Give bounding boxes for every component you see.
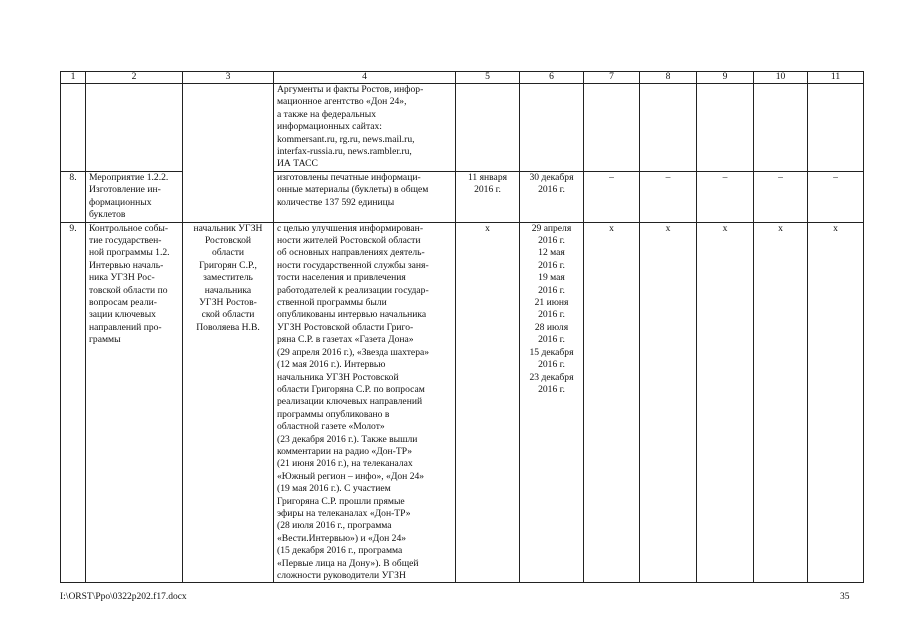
column-number: 2 — [86, 72, 183, 84]
cell-value: х — [754, 222, 808, 583]
column-number: 5 — [456, 72, 520, 84]
cell-value: – — [584, 172, 640, 223]
cell-value: х — [808, 222, 864, 583]
report-table — [60, 71, 864, 583]
cell-number: 9. — [61, 222, 86, 583]
cell-empty — [584, 84, 640, 172]
cell-result: Аргументы и факты Ростов, инфор- мационное агентство «Дон 24», а также на федеральных информационных сайтах: kommersant.ru, rg.ru, news.mail.ru, interfax-russia.ru, news.rambler.ru, ИА ТАСС — [274, 84, 456, 172]
column-number: 10 — [754, 72, 808, 84]
cell-event: Мероприятие 1.2.2. Изготовление ин- формационных буклетов — [86, 172, 183, 223]
cell-event: Контрольное собы- тие государствен- ной программы 1.2. Интервью началь- ника УГЗН Рос- товской области по вопросам реали- зации ключевых направлений про- граммы — [86, 222, 183, 583]
cell-empty — [640, 84, 697, 172]
cell-number: 8. — [61, 172, 86, 223]
cell-result: изготовлены печатные информаци- онные материалы (буклеты) в общем количестве 137 592 единицы — [274, 172, 456, 223]
cell-empty — [61, 84, 86, 172]
footer-page-number: 35 — [840, 592, 850, 602]
column-number: 9 — [697, 72, 754, 84]
table-row-continuation — [61, 84, 864, 172]
column-number: 11 — [808, 72, 864, 84]
cell-value: х — [640, 222, 697, 583]
cell-result: с целью улучшения информирован- ности жителей Ростовской области об основных направлениях деятель- ности государственной службы заня- тости населения и привлечения работодателей к реализации государ- ственной программы были опубликованы интервью начальника УГЗН Ростовской области Григо- ряна С.Р. в газетах «Газета Дона» (29 апреля 2016 г.), «Звезда шахтера» (12 мая 2016 г.). Интервью начальника УГЗН Ростовской области Григоряна С.Р. по вопросам реализации ключевых направлений программы опубликовано в областной газете «Молот» (23 декабря 2016 г.). Также вышли комментарии на радио «Дон-ТР» (21 июня 2016 г.), на телеканалах «Южный регион – инфо», «Дон 24» (19 мая 2016 г.). С участием Григоряна С.Р. прошли прямые эфиры на телеканалах «Дон-ТР» (28 июля 2016 г., программа «Вести.Интервью») и «Дон 24» (15 декабря 2016 г., программа «Первые лица на Дону»). В общей сложности руководители УГЗН — [274, 222, 456, 583]
cell-value: – — [640, 172, 697, 223]
cell-empty — [808, 84, 864, 172]
column-number: 6 — [520, 72, 584, 84]
table-row-9 — [61, 222, 864, 583]
column-number: 4 — [274, 72, 456, 84]
cell-plan-date: 11 января 2016 г. — [456, 172, 520, 223]
table-header-row — [61, 72, 864, 84]
cell-value: – — [754, 172, 808, 223]
cell-fact-date: 30 декабря 2016 г. — [520, 172, 584, 223]
column-number: 7 — [584, 72, 640, 84]
cell-plan-date: х — [456, 222, 520, 583]
cell-empty — [754, 84, 808, 172]
cell-value: х — [697, 222, 754, 583]
column-number: 3 — [183, 72, 274, 84]
cell-value: х — [584, 222, 640, 583]
cell-empty — [697, 84, 754, 172]
cell-value: – — [697, 172, 754, 223]
cell-responsible: начальник УГЗН Ростовской области Григорян С.Р., заместитель начальника УГЗН Ростов- ской области Поволяева Н.В. — [183, 222, 274, 583]
cell-empty — [183, 84, 274, 223]
column-number: 8 — [640, 72, 697, 84]
cell-empty — [520, 84, 584, 172]
table-row-8 — [61, 172, 864, 223]
cell-fact-date: 29 апреля 2016 г. 12 мая 2016 г. 19 мая 2016 г. 21 июня 2016 г. 28 июля 2016 г. 15 декабря 2016 г. 23 декабря 2016 г. — [520, 222, 584, 583]
cell-empty — [86, 84, 183, 172]
cell-empty — [456, 84, 520, 172]
cell-value: – — [808, 172, 864, 223]
footer-file-path: I:\ORST\Ppo\0322p202.f17.docx — [60, 592, 187, 602]
column-number: 1 — [61, 72, 86, 84]
